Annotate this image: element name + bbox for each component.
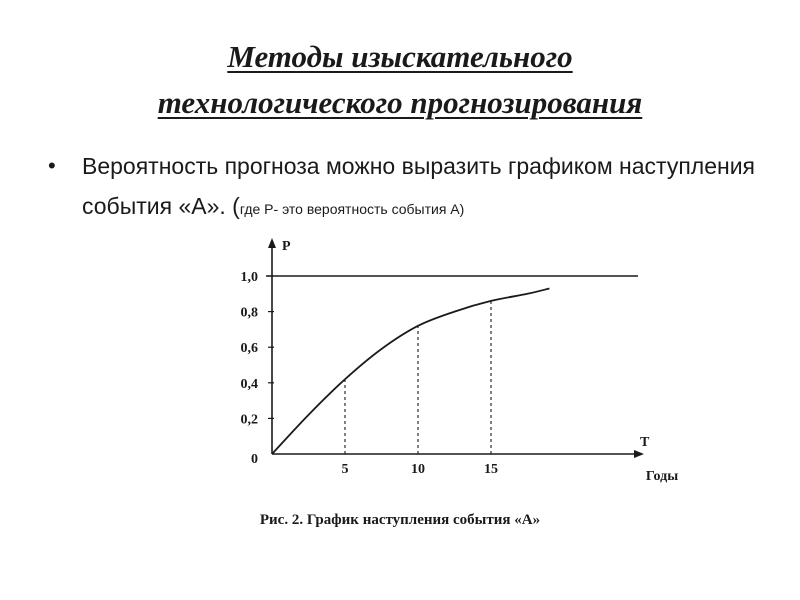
chart-labels	[241, 239, 679, 528]
probability-chart	[220, 232, 690, 562]
chart-dashed-markers	[345, 301, 491, 454]
y-tick-label: 0,4	[240, 376, 258, 392]
y-axis-label: P	[282, 239, 291, 254]
y-tick-label: 1,0	[240, 270, 258, 285]
chart-axes	[266, 238, 644, 458]
x-axis-label: T	[640, 435, 650, 450]
bullet-note: где P- это вероятность события А)	[239, 201, 465, 217]
title-line-1: Методы изыскательного	[227, 39, 573, 74]
x-axis-arrow-icon	[634, 450, 644, 458]
chart-series	[272, 288, 549, 454]
bullet-main-text: Вероятность прогноза можно выразить графиком наступления события «А». (	[82, 153, 755, 219]
y-tick-label: 0,8	[240, 305, 258, 321]
bullet-dot-icon: •	[48, 153, 56, 178]
x-tick-label: 5	[341, 462, 349, 477]
chart-caption: Рис. 2. График наступления события «А»	[259, 512, 541, 528]
y-tick-label: 0,2	[240, 412, 258, 428]
y-axis-arrow-icon	[268, 238, 276, 248]
x-tick-label: 10	[411, 462, 425, 477]
y-tick-label: 0,6	[240, 341, 258, 357]
slide-title	[40, 34, 760, 126]
x-tick-label: 15	[484, 462, 498, 477]
probability-curve	[272, 288, 549, 454]
origin-label: 0	[251, 452, 258, 467]
title-line-2: технологического прогнозирования	[157, 85, 643, 120]
x-axis-unit-label: Годы	[645, 469, 679, 484]
bullet-text	[82, 146, 762, 229]
